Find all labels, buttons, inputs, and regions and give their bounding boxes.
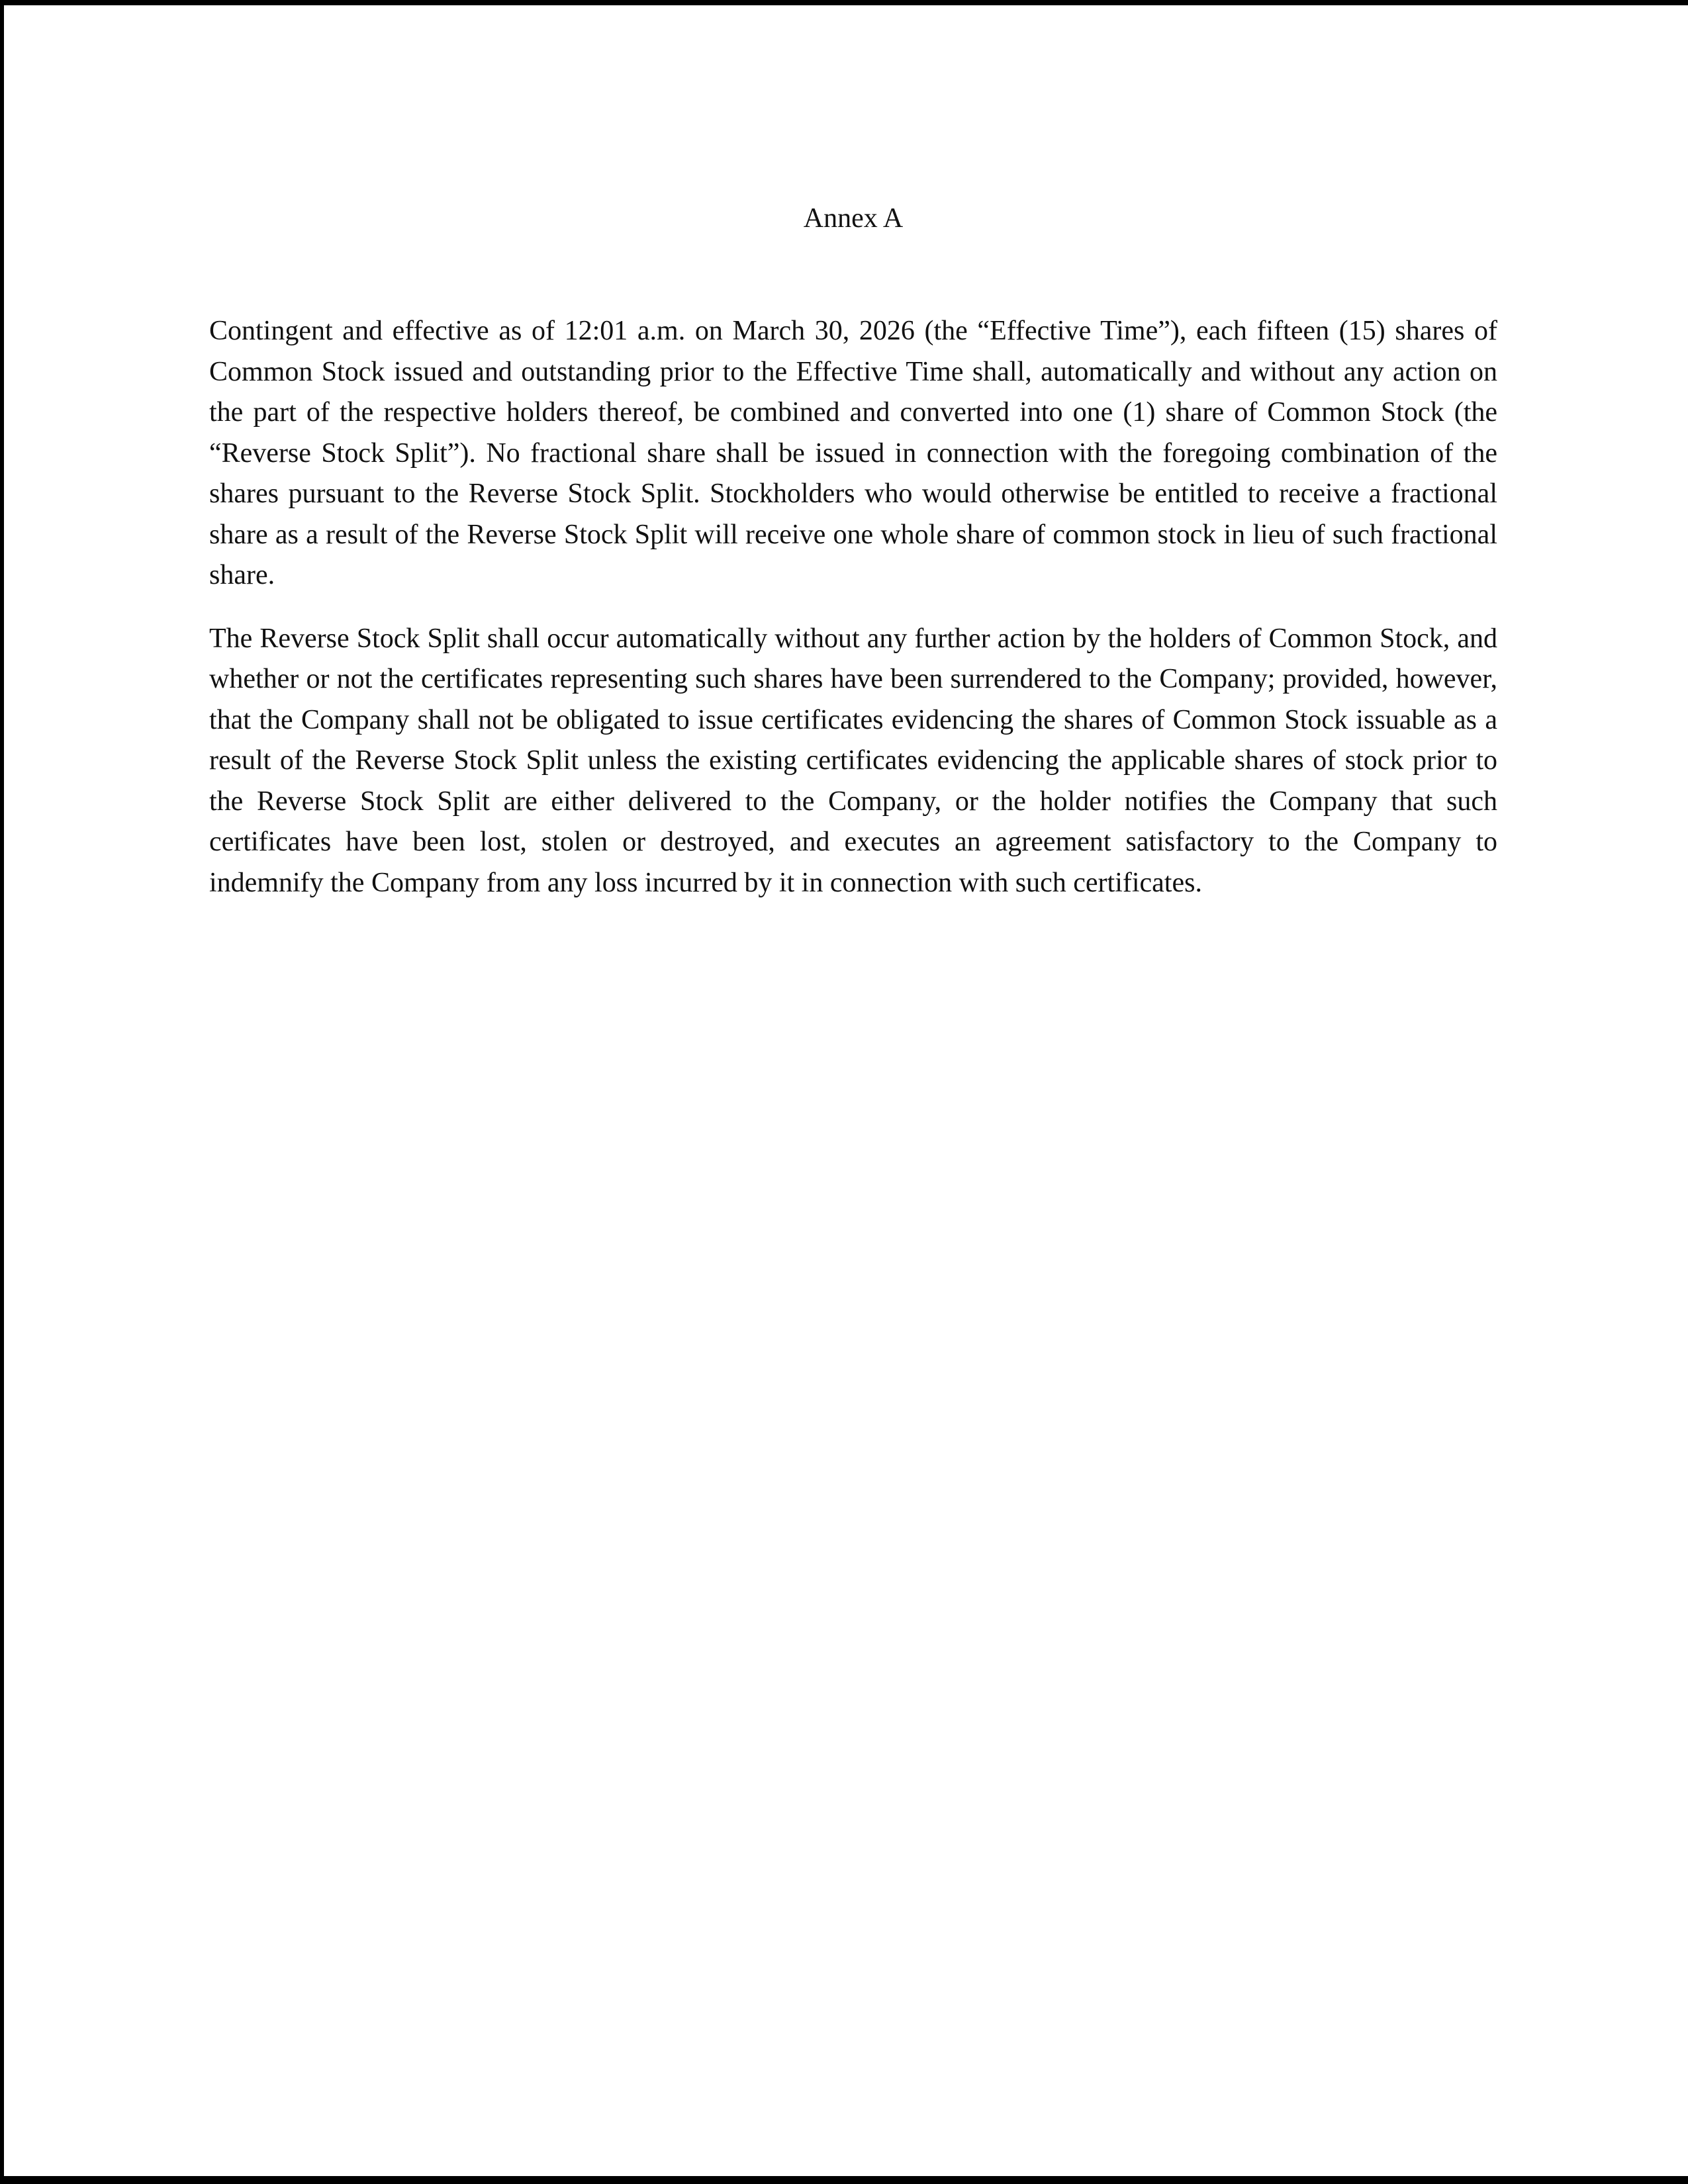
annex-title: Annex A: [803, 203, 904, 234]
document-page: [209, 199, 1497, 926]
paragraph-effective-time: Contingent and effective as of 12:01 a.m. on March 30, 2026 (the “Effective Time”), each fifteen (15) shares of Common Stock issued and outstanding prior to the Effective Time shall, automatically and without any action on the part of the respective holders thereof, be combined and converted into one (1) share of Common Stock (the “Reverse Stock Split”). No fractional share shall be issued in connection with the foregoing combination of the shares pursuant to the Reverse Stock Split. Stockholders who would otherwise be entitled to receive a fractional share as a result of the Reverse Stock Split will receive one whole share of common stock in lieu of such fractional share.: [209, 316, 1497, 590]
paragraph-reverse-split-certificates: The Reverse Stock Split shall occur automatically without any further action by the holders of Common Stock, and whether or not the certificates representing such shares have been surrendered to the Company; provided, however, that the Company shall not be obligated to issue certificates evidencing the shares of Common Stock issuable as a result of the Reverse Stock Split unless the existing certificates evidencing the applicable shares of stock prior to the Reverse Stock Split are either delivered to the Company, or the holder notifies the Company that such certificates have been lost, stolen or destroyed, and executes an agreement satisfactory to the Company to indemnify the Company from any loss incurred by it in connection with such certificates.: [209, 623, 1497, 898]
scan-border-bottom: [0, 2176, 1688, 2184]
scan-border-left: [0, 0, 4, 2184]
scan-border-top: [0, 0, 1688, 5]
